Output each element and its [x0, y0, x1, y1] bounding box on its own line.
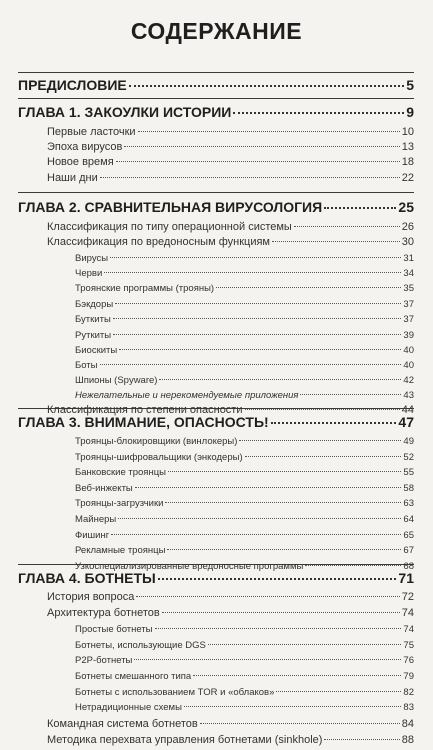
toc-page-number: 55: [403, 467, 414, 478]
toc-subentry[interactable]: [75, 671, 414, 682]
leader-dots: [245, 409, 400, 410]
toc-subentry[interactable]: [75, 498, 414, 509]
leader-dots: [200, 723, 400, 724]
toc-page-number: 34: [403, 268, 414, 279]
toc-label: ГЛАВА 4. БОТНЕТЫ: [18, 570, 156, 586]
toc-page-number: 22: [401, 172, 414, 184]
leader-dots: [324, 739, 399, 740]
toc-label: ГЛАВА 3. ВНИМАНИЕ, ОПАСНОСТЬ!: [18, 414, 269, 430]
chapter-rule: [18, 98, 414, 99]
leader-dots: [245, 456, 402, 457]
chapter-rule: [18, 72, 414, 73]
toc-subentry[interactable]: [75, 390, 414, 401]
toc-label: Классификация по степени опасности: [47, 404, 243, 416]
toc-page-number: 64: [403, 514, 414, 525]
toc-entry[interactable]: [47, 236, 414, 248]
toc-entry[interactable]: [47, 718, 414, 730]
leader-dots: [165, 502, 401, 503]
toc-subentry[interactable]: [75, 314, 414, 325]
toc-label: Нетрадиционные схемы: [75, 702, 182, 713]
toc-subentry[interactable]: [75, 640, 414, 651]
toc-subentry[interactable]: [75, 299, 414, 310]
toc-label: Новое время: [47, 156, 114, 168]
leader-dots: [294, 226, 400, 227]
leader-dots: [300, 394, 401, 395]
toc-page-number: 79: [403, 671, 414, 682]
toc-subentry[interactable]: [75, 687, 414, 698]
leader-dots: [216, 287, 401, 288]
toc-label: Эпоха вирусов: [47, 141, 123, 153]
leader-dots: [138, 131, 400, 132]
toc-label: Банковские троянцы: [75, 467, 166, 478]
toc-page-number: 5: [406, 77, 414, 93]
leader-dots: [113, 318, 402, 319]
toc-page-number: 42: [403, 375, 414, 386]
toc-label: Нежелательные и нерекомендуемые приложения: [75, 390, 299, 401]
toc-subentry[interactable]: [75, 530, 414, 541]
toc-label: Узкоспециализированные вредоносные программы: [75, 561, 304, 572]
leader-dots: [184, 706, 402, 707]
leader-dots: [135, 487, 402, 488]
toc-subentry[interactable]: [75, 545, 414, 556]
toc-chapter-1[interactable]: [18, 104, 414, 120]
toc-label: Ботнеты смешанного типа: [75, 671, 192, 682]
leader-dots: [111, 534, 401, 535]
toc-label: ПРЕДИСЛОВИЕ: [18, 77, 127, 93]
toc-label: Классификация по типу операционной системы: [47, 221, 292, 233]
leader-dots: [129, 85, 404, 87]
toc-page-number: 37: [403, 299, 414, 310]
leader-dots: [272, 241, 400, 242]
toc-label: Фишинг: [75, 530, 110, 541]
toc-subentry[interactable]: [75, 330, 414, 341]
toc-page-number: 68: [403, 561, 414, 572]
toc-page-number: 49: [403, 436, 414, 447]
toc-label: Троянцы-блокировщики (винлокеры): [75, 436, 238, 447]
leader-dots: [155, 628, 402, 629]
toc-page-number: 10: [401, 126, 414, 138]
toc-page-number: 37: [403, 314, 414, 325]
leader-dots: [100, 177, 400, 178]
toc-page-number: 75: [403, 640, 414, 651]
toc-page-number: 39: [403, 330, 414, 341]
leader-dots: [118, 518, 401, 519]
toc-subentry[interactable]: [75, 483, 414, 494]
toc-page-number: 26: [401, 221, 414, 233]
leader-dots: [100, 364, 402, 365]
toc-page-number: 72: [401, 591, 414, 603]
toc-chapter-preface[interactable]: [18, 77, 414, 93]
toc-label: Рекламные троянцы: [75, 545, 166, 556]
toc-page-number: 83: [403, 702, 414, 713]
leader-dots: [124, 146, 399, 147]
toc-subentry[interactable]: [75, 452, 414, 463]
toc-page-number: 74: [403, 624, 414, 635]
toc-label: Ботнеты с использованием TOR и «облаков»: [75, 687, 275, 698]
leader-dots: [116, 161, 400, 162]
toc-label: ГЛАВА 1. ЗАКОУЛКИ ИСТОРИИ: [18, 104, 232, 120]
toc-subentry[interactable]: [75, 436, 414, 447]
toc-page-number: 40: [403, 360, 414, 371]
toc-label: Троянцы-шифровальщики (энкодеры): [75, 452, 243, 463]
leader-dots: [324, 207, 396, 209]
toc-label: ГЛАВА 2. СРАВНИТЕЛЬНАЯ ВИРУСОЛОГИЯ: [18, 199, 323, 215]
toc-page-number: 9: [406, 104, 414, 120]
leader-dots: [239, 440, 401, 441]
toc-subentry[interactable]: [75, 467, 414, 478]
toc-page-number: 44: [401, 404, 414, 416]
toc-subentry[interactable]: [75, 375, 414, 386]
toc-subentry[interactable]: [75, 514, 414, 525]
leader-dots: [193, 675, 401, 676]
toc-page-number: 31: [403, 253, 414, 264]
toc-page-number: 13: [401, 141, 414, 153]
leader-dots: [167, 549, 401, 550]
toc-page-number: 74: [401, 607, 414, 619]
leader-dots: [104, 272, 401, 273]
toc-page-number: 30: [401, 236, 414, 248]
page-title: СОДЕРЖАНИЕ: [130, 18, 303, 44]
toc-label: Командная система ботнетов: [47, 718, 198, 730]
toc-page-number: 65: [403, 530, 414, 541]
leader-dots: [233, 112, 404, 114]
toc-label: Майнеры: [75, 514, 117, 525]
toc-label: Руткиты: [75, 330, 112, 341]
toc-label: Троянцы-загрузчики: [75, 498, 164, 509]
toc-label: История вопроса: [47, 591, 135, 603]
toc-page-number: 82: [403, 687, 414, 698]
leader-dots: [136, 596, 399, 597]
toc-chapter-2[interactable]: [18, 199, 414, 215]
toc-subentry[interactable]: [75, 624, 414, 635]
toc-page-number: 52: [403, 452, 414, 463]
toc-page-number: 40: [403, 345, 414, 356]
toc-entry[interactable]: [47, 221, 414, 233]
toc-label: Первые ласточки: [47, 126, 136, 138]
toc-label: Бэкдоры: [75, 299, 114, 310]
leader-dots: [305, 565, 401, 566]
toc-subentry[interactable]: [75, 360, 414, 371]
toc-page-number: 58: [403, 483, 414, 494]
toc-page-number: 63: [403, 498, 414, 509]
leader-dots: [159, 379, 401, 380]
toc-page-number: 84: [401, 718, 414, 730]
toc-label: Шпионы (Spyware): [75, 375, 158, 386]
toc-page-number: 43: [403, 390, 414, 401]
toc-entry[interactable]: [47, 734, 414, 746]
leader-dots: [162, 612, 400, 613]
toc-label: Архитектура ботнетов: [47, 607, 160, 619]
toc-page-number: 35: [403, 283, 414, 294]
toc-label: Методика перехвата управления ботнетами (sinkhole): [47, 734, 323, 746]
toc-label: Простые ботнеты: [75, 624, 153, 635]
toc-chapter-4[interactable]: [18, 570, 414, 586]
toc-page-number: 67: [403, 545, 414, 556]
toc-entry[interactable]: [47, 172, 414, 184]
toc-label: Буткиты: [75, 314, 111, 325]
toc-label: Вирусы: [75, 253, 109, 264]
toc-entry[interactable]: [47, 126, 414, 138]
toc-label: Черви: [75, 268, 103, 279]
toc-label: Классификация по вредоносным функциям: [47, 236, 270, 248]
leader-dots: [134, 659, 401, 660]
leader-dots: [113, 334, 401, 335]
toc-page-number: 25: [398, 199, 414, 215]
toc-label: Ботнеты, использующие DGS: [75, 640, 206, 651]
toc-chapter-3[interactable]: [18, 414, 414, 430]
leader-dots: [276, 691, 401, 692]
toc-entry[interactable]: [47, 156, 414, 168]
toc-page-number: 76: [403, 655, 414, 666]
leader-dots: [168, 471, 401, 472]
toc-entry[interactable]: [47, 141, 414, 153]
chapter-rule: [18, 192, 414, 193]
leader-dots: [271, 422, 397, 424]
toc-subentry[interactable]: [75, 345, 414, 356]
toc-subentry[interactable]: [75, 253, 414, 264]
toc-subentry[interactable]: [75, 702, 414, 713]
toc-label: P2P-ботнеты: [75, 655, 133, 666]
toc-page-number: 47: [398, 414, 414, 430]
toc-subentry[interactable]: [75, 283, 414, 294]
toc-page-number: 71: [398, 570, 414, 586]
leader-dots: [110, 257, 401, 258]
toc-subentry[interactable]: [75, 655, 414, 666]
leader-dots: [208, 644, 402, 645]
toc-label: Веб-инжекты: [75, 483, 133, 494]
leader-dots: [119, 349, 401, 350]
toc-page-number: 88: [401, 734, 414, 746]
toc-page-number: 18: [401, 156, 414, 168]
leader-dots: [115, 303, 401, 304]
toc-label: Троянские программы (трояны): [75, 283, 215, 294]
toc-entry[interactable]: [47, 607, 414, 619]
toc-label: Биоскиты: [75, 345, 118, 356]
toc-label: Боты: [75, 360, 98, 371]
toc-subentry[interactable]: [75, 268, 414, 279]
toc-label: Наши дни: [47, 172, 98, 184]
leader-dots: [158, 578, 397, 580]
toc-entry[interactable]: [47, 591, 414, 603]
